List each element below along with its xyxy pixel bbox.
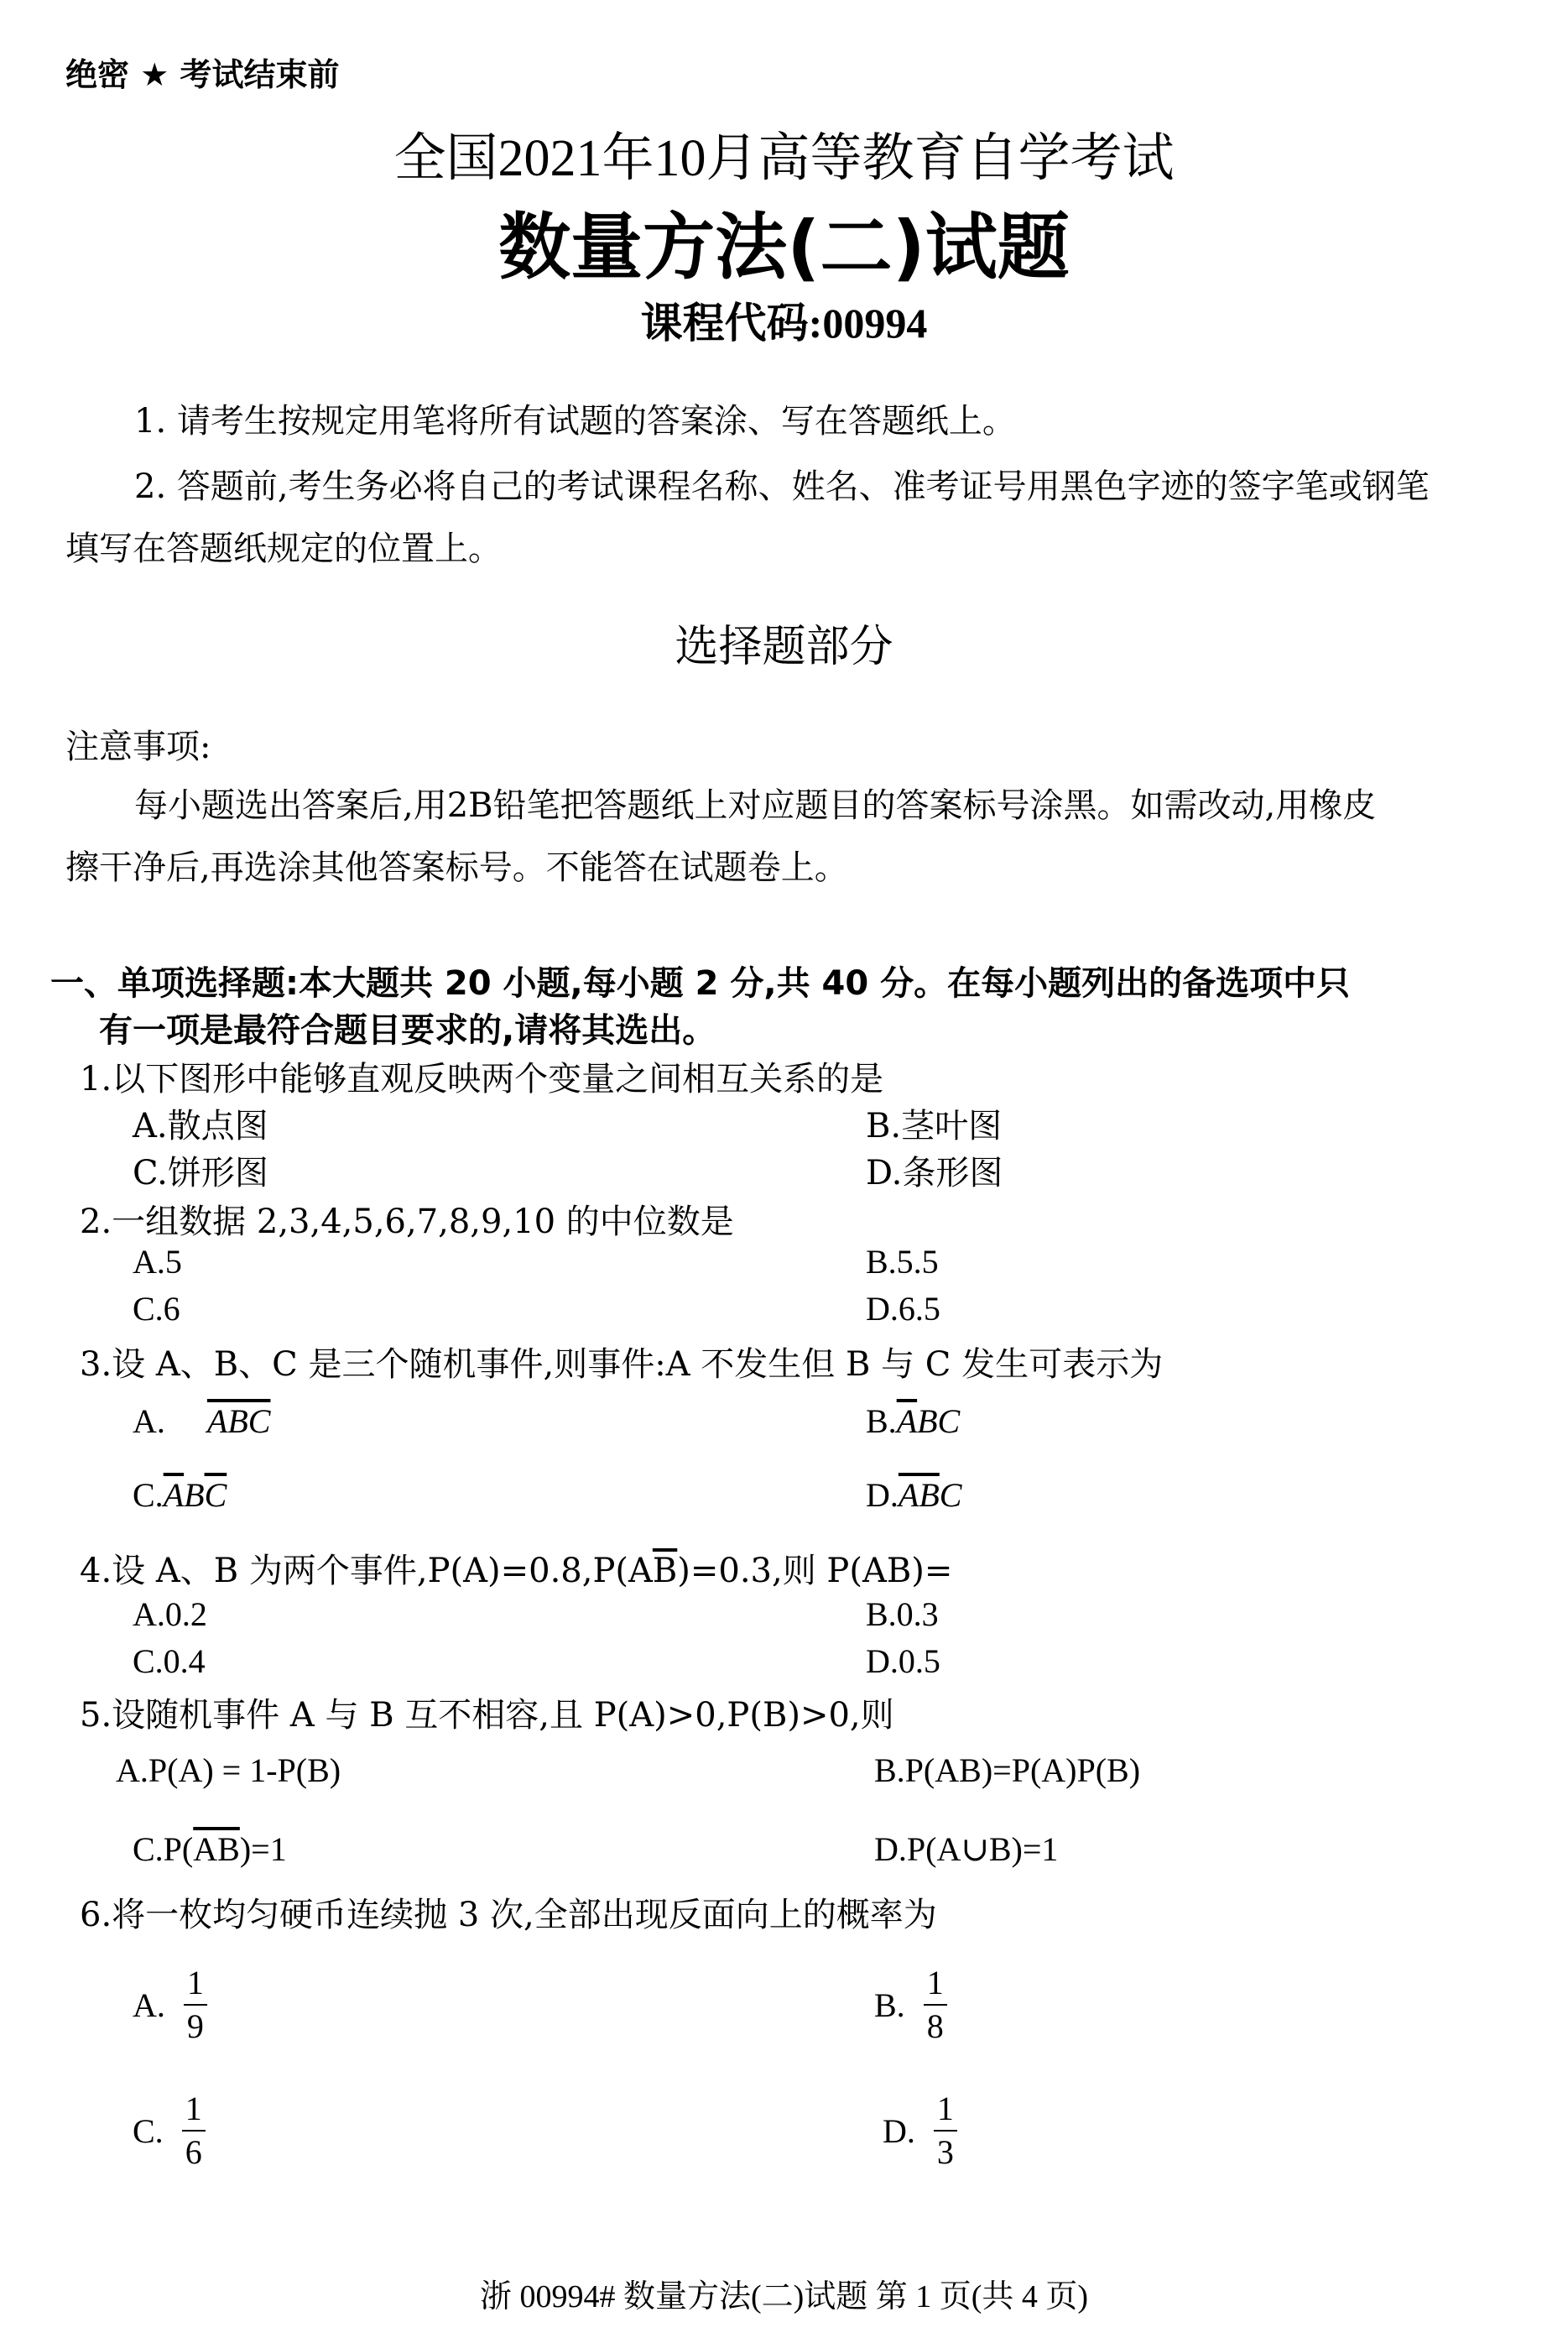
q6-option-a-numerator: 1 <box>184 1964 207 2006</box>
q3-option-a-label: A. <box>133 1402 165 1440</box>
q5-option-d: D.P(A∪B)=1 <box>874 1830 1059 1868</box>
exam-title: 全国2021年10月高等教育自学考试 <box>393 130 1175 187</box>
q4-option-c: C.0.4 <box>133 1642 206 1680</box>
q3-option-a <box>133 1401 270 1441</box>
q2-option-d: D.6.5 <box>866 1290 940 1328</box>
q3-option-b-rest: BC <box>917 1402 961 1440</box>
subject-title: 数量方法(二)试题 <box>498 206 1070 290</box>
question-6: 6.将一枚均匀硬币连续抛 3 次,全部出现反面向上的概率为 <box>80 1896 937 1934</box>
q3-option-c-a: $\overline{A}$ <box>163 1476 185 1514</box>
q6-option-c-fraction <box>182 2090 206 2172</box>
question-5: 5.设随机事件 A 与 B 互不相容,且 P(A)>0,P(B)>0,则 <box>80 1696 894 1735</box>
q1-option-b: B.茎叶图 <box>866 1107 1003 1145</box>
q4-option-b: B.0.3 <box>866 1595 939 1633</box>
q5-option-b: B.P(AB)=P(A)P(B) <box>874 1751 1141 1789</box>
question-1: 1.以下图形中能够直观反映两个变量之间相互关系的是 <box>80 1060 884 1098</box>
q6-option-d-label: D. <box>883 2111 915 2150</box>
q4-option-d: D.0.5 <box>866 1642 940 1680</box>
q4-stem-bar: $\overline{B}$ <box>652 1552 678 1590</box>
q5-option-c-a: C.P( <box>133 1830 194 1868</box>
q2-option-b: B.5.5 <box>866 1243 939 1281</box>
q4-stem-b: )=0.3,则 P(AB)= <box>677 1552 953 1590</box>
q3-option-b <box>866 1401 960 1441</box>
q4-stem-a: 4.设 A、B 为两个事件,P(A)=0.8,P(A <box>80 1552 653 1590</box>
q5-option-a: A.P(A) = 1-P(B) <box>116 1751 341 1789</box>
q6-option-a <box>133 1964 207 2046</box>
q6-option-a-fraction <box>184 1964 207 2046</box>
q6-option-b-label: B. <box>874 1986 905 2024</box>
q3-option-c-c: $\overline{C}$ <box>204 1476 227 1514</box>
notice-label: 注意事项: <box>65 728 211 766</box>
course-code: 课程代码:00994 <box>640 300 928 347</box>
q3-option-c <box>133 1475 227 1515</box>
q3-option-c-label: C. <box>133 1476 164 1514</box>
q6-option-d-fraction <box>934 2090 957 2172</box>
q6-option-a-label: A. <box>133 1986 165 2024</box>
q1-option-c: C.饼形图 <box>133 1154 268 1192</box>
q6-option-c-denominator: 6 <box>185 2133 202 2171</box>
q4-option-a: A.0.2 <box>133 1595 207 1633</box>
q2-option-a: A.5 <box>133 1243 182 1281</box>
q6-option-b-denominator: 8 <box>926 2007 944 2045</box>
q2-option-c: C.6 <box>133 1290 180 1328</box>
q3-option-b-a: $\overline{A}$ <box>896 1402 918 1440</box>
question-2: 2.一组数据 2,3,4,5,6,7,8,9,10 的中位数是 <box>80 1203 734 1241</box>
q5-option-c-bar: $\overline{AB}$ <box>193 1830 240 1868</box>
q3-option-b-label: B. <box>866 1402 897 1440</box>
q6-option-d-numerator: 1 <box>934 2090 957 2132</box>
q5-option-c-b: )=1 <box>239 1830 287 1868</box>
q5-option-c <box>133 1829 287 1869</box>
question-3: 3.设 A、B、C 是三个随机事件,则事件:A 不发生但 B 与 C 发生可表示为 <box>80 1345 1164 1384</box>
q6-option-b <box>874 1964 947 2046</box>
part-heading-cont: 有一项是最符合题目要求的,请将其选出。 <box>99 1011 716 1050</box>
q3-option-d-ab: $\overline{AB}$ <box>898 1476 940 1514</box>
q6-option-b-fraction <box>924 1964 947 2046</box>
q6-option-b-numerator: 1 <box>924 1964 947 2006</box>
notice-text: 每小题选出答案后,用2B铅笔把答题纸上对应题目的答案标号涂黑。如需改动,用橡皮 <box>134 786 1377 825</box>
q6-option-d <box>883 2090 957 2172</box>
q3-option-c-b: B <box>184 1476 205 1514</box>
q3-option-d <box>866 1475 961 1515</box>
q6-option-d-denominator: 3 <box>936 2133 954 2171</box>
q1-option-d: D.条形图 <box>866 1154 1003 1192</box>
section-title: 选择题部分 <box>675 622 893 672</box>
instruction-1: 1. 请考生按规定用笔将所有试题的答案涂、写在答题纸上。 <box>134 402 1016 441</box>
q3-option-d-label: D. <box>866 1476 899 1514</box>
q3-option-d-c: C <box>939 1476 962 1514</box>
q6-option-c <box>133 2090 206 2172</box>
q1-option-a: A.散点图 <box>133 1107 268 1145</box>
q6-option-c-numerator: 1 <box>182 2090 206 2132</box>
q6-option-c-label: C. <box>133 2111 164 2150</box>
instruction-2-cont: 填写在答题纸规定的位置上。 <box>65 530 502 568</box>
question-4 <box>80 1544 952 1592</box>
instruction-2: 2. 答题前,考生务必将自己的考试课程名称、姓名、准考证号用黑色字迹的签字笔或钢笔 <box>134 467 1430 506</box>
q6-option-a-denominator: 9 <box>186 2007 204 2045</box>
q3-option-a-expr: $\overline{ABC}$ <box>206 1402 271 1440</box>
notice-text-cont: 擦干净后,再选涂其他答案标号。不能答在试题卷上。 <box>65 848 848 887</box>
part-heading: 一、单项选择题:本大题共 20 小题,每小题 2 分,共 40 分。在每小题列出的备选项中只 <box>50 964 1351 1003</box>
page-footer: 浙 00994# 数量方法(二)试题 第 1 页(共 4 页) <box>479 2279 1089 2314</box>
confidential-mark: 绝密 ★ 考试结束前 <box>65 56 340 93</box>
